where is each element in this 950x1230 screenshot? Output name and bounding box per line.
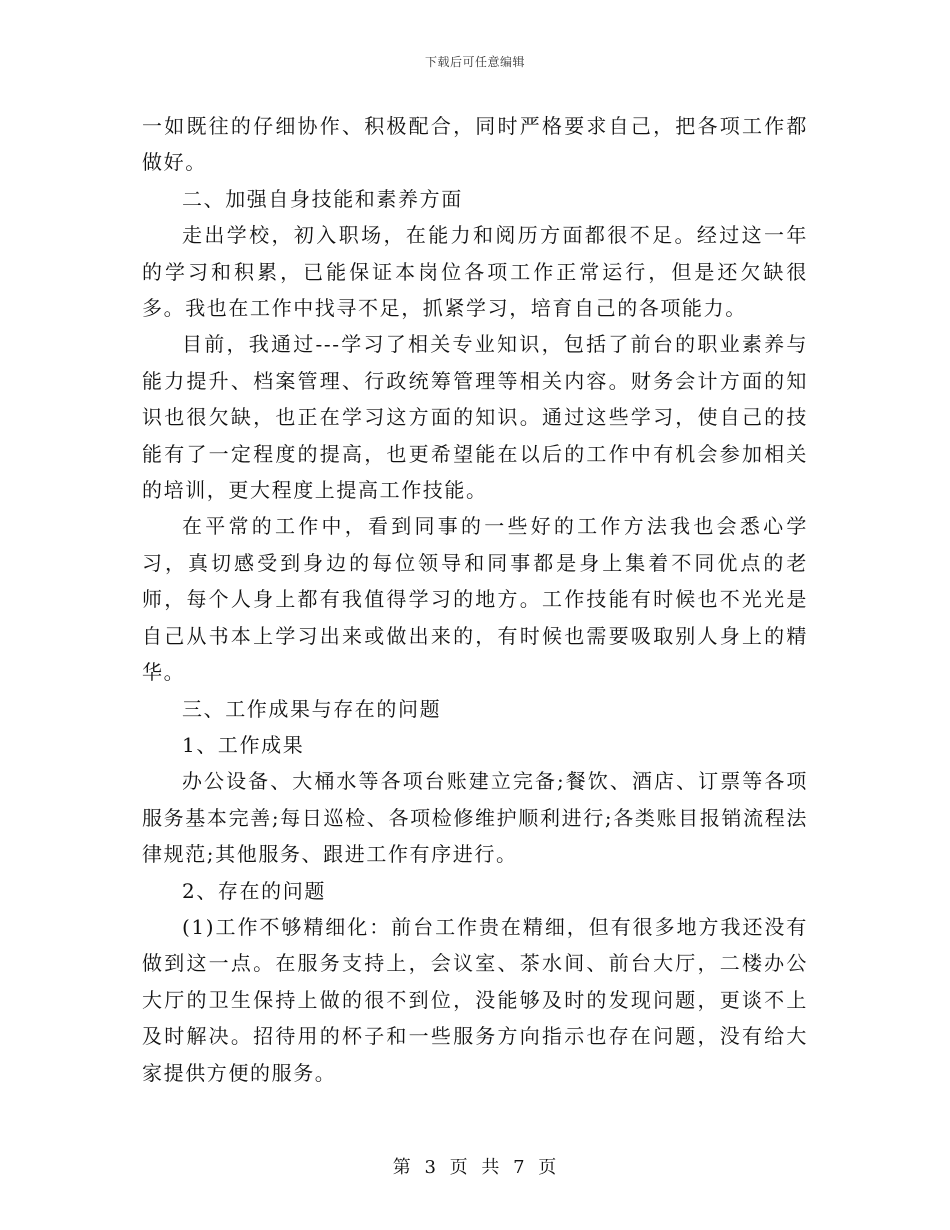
- paragraph-learning: 目前，我通过---学习了相关专业知识，包括了前台的职业素养与能力提升、档案管理、行政统筹管理等相关内容。财务会计方面的知识也很欠缺，也正在学习这方面的知识。通过这些学习，使自己的技能有了一定程度的提高，也更希望能在以后的工作中有机会参加相关的培训，更大程度上提高工作技能。: [142, 332, 808, 503]
- footer-total-word: 共: [481, 1157, 501, 1178]
- paragraph-results: 办公设备、大桶水等各项台账建立完备;餐饮、酒店、订票等各项服务基本完善;每日巡检、各项检修维护顺利进行;各类账目报销流程法律规范;其他服务、跟进工作有序进行。: [142, 769, 808, 867]
- document-body: [142, 108, 808, 1091]
- footer-page-word: 页: [449, 1157, 469, 1178]
- section-heading-skills: 二、加强自身技能和素养方面: [182, 186, 463, 211]
- total-pages-number: 7: [513, 1157, 526, 1178]
- section-heading-results: 三、工作成果与存在的问题: [182, 696, 442, 721]
- subheading-problems: 2、存在的问题: [182, 878, 326, 903]
- page-number-footer: [0, 1153, 950, 1179]
- footer-suffix: 页: [538, 1157, 558, 1178]
- subheading-results: 1、工作成果: [182, 732, 305, 757]
- paragraph-colleagues: 在平常的工作中，看到同事的一些好的工作方法我也会悉心学习，真切感受到身边的每位领导和同事都是身上集着不同优点的老师，每个人身上都有我值得学习的地方。工作技能有时候也不光光是自己从书本上学习出来或做出来的，有时候也需要吸取别人身上的精华。: [142, 514, 808, 685]
- paragraph-workplace: 走出学校，初入职场，在能力和阅历方面都很不足。经过这一年的学习和积累，已能保证本岗位各项工作正常运行，但是还欠缺很多。我也在工作中找寻不足，抓紧学习，培育自己的各项能力。: [142, 223, 808, 321]
- page-header: 下载后可任意编辑: [424, 55, 525, 69]
- paragraph-problem-1: (1)工作不够精细化：前台工作贵在精细，但有很多地方我还没有做到这一点。在服务支持上，会议室、茶水间、前台大厅，二楼办公大厅的卫生保持上做的很不到位，没能够及时的发现问题，更谈不上及时解决。招待用的杯子和一些服务方向指示也存在问题，没有给大家提供方便的服务。: [142, 914, 808, 1085]
- footer-prefix: 第: [392, 1157, 412, 1178]
- current-page-number: 3: [424, 1157, 437, 1178]
- paragraph-continuation: 一如既往的仔细协作、积极配合，同时严格要求自己，把各项工作都做好。: [142, 114, 808, 175]
